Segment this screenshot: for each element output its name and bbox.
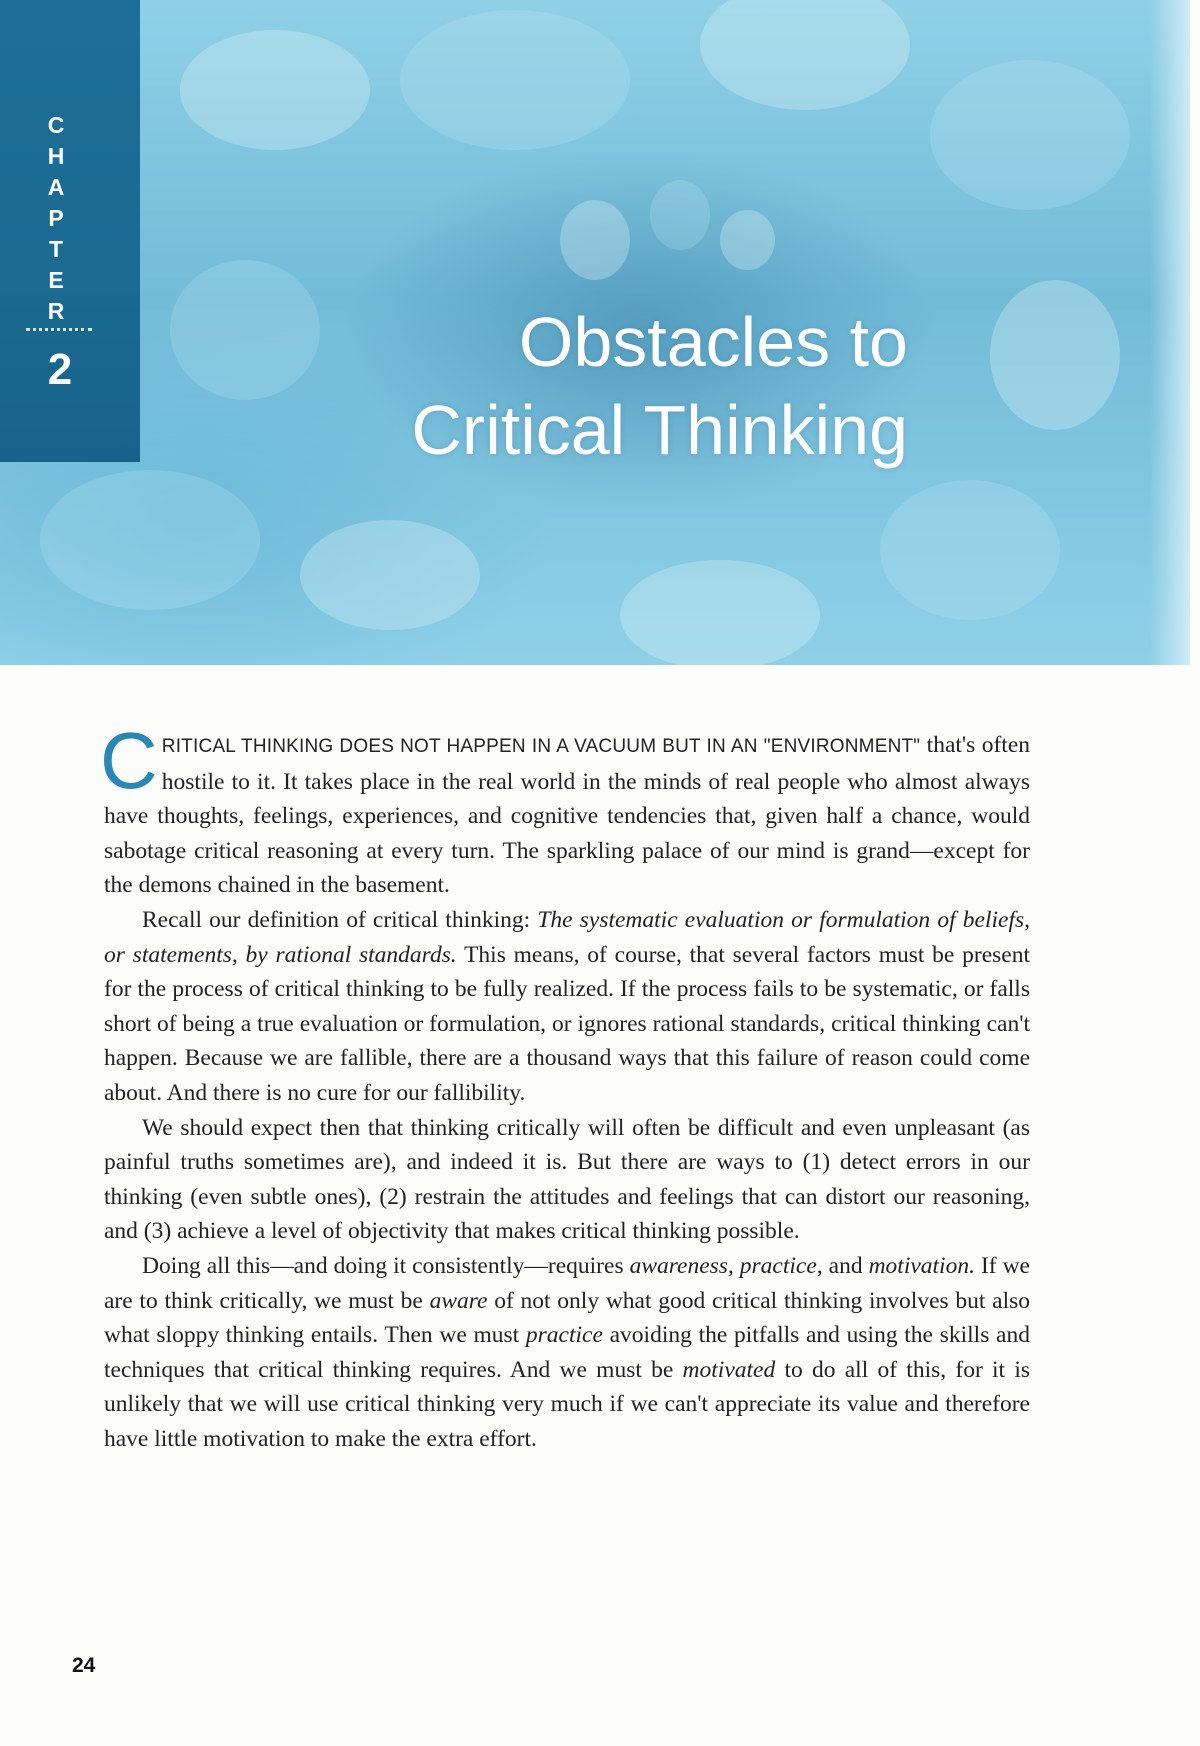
paragraph-4-text-a: Doing all this—and doing it consistently—requires [142, 1252, 630, 1279]
chapter-number: 2 [47, 345, 73, 394]
paragraph-4-text-e: avoiding the pitfalls and using the skills and techniques that critical thinking requires. And we must be [104, 1322, 1030, 1383]
paragraph-4-text-d: of not only what good critical thinking involves but also what sloppy thinking entails. Then we must [104, 1287, 1031, 1349]
paragraph-2-text-a: Recall our definition of critical thinking: [142, 906, 538, 933]
paragraph-1-text: that's often hostile to it. It takes place in the real world in the minds of real people who almost always have thoughts, feelings, experiences, and cognitive tendencies that, given half a chance, would sabotage critical reasoning at every turn. The sparkling palace of our mind is grand—except for the demons chained in the basement. [104, 732, 1031, 899]
paragraph-3: We should expect then that thinking critically will often be difficult and even unpleasant (as painful truths sometimes are), and indeed it is. But there are ways to (1) detect errors in our thinking (even subtle ones), (2) restrain the attitudes and feelings that can distort our reasoning, and (3) achieve a level of objectivity that makes critical thinking possible. [104, 1114, 1030, 1245]
emphasis-awareness-practice: awareness, practice, [629, 1252, 823, 1279]
emphasis-practice: practice [525, 1322, 603, 1349]
chapter-label: CHAPTER [43, 112, 69, 329]
drop-cap: C [100, 716, 158, 805]
paragraph-1 [100, 716, 1031, 903]
emphasis-motivated: motivated [682, 1356, 776, 1383]
paragraph-4-text-c: If we are to think critically, we must be [104, 1252, 1030, 1314]
chapter-body [100, 716, 1031, 1456]
chapter-banner [0, 0, 1190, 665]
definition-text: The systematic evaluation or formulation of beliefs, or statements, by rational standards. [104, 906, 1030, 968]
lead-in-caps: RITICAL THINKING DOES NOT HAPPEN IN A VACUUM BUT IN AN "ENVIRONMENT" [161, 736, 921, 757]
paragraph-4 [104, 1249, 1030, 1457]
paragraph-2-text-b: This means, of course, that several factors must be present for the process of critical thinking to be fully realized. If the process fails to be systematic, or falls short of being a true evaluation or formulation, or ignores rational standards, critical thinking can't happen. Because we are fallible, there are a thousand ways that this failure of reason could come about. And there is no cure for our fallibility. [104, 941, 1030, 1106]
chapter-tab [0, 0, 140, 462]
emphasis-aware: aware [429, 1287, 488, 1314]
paragraph-2 [104, 903, 1030, 1111]
chapter-divider [26, 328, 92, 331]
chapter-title-line-1: Obstacles to [518, 303, 908, 381]
page-number: 24 [72, 1654, 96, 1677]
paragraph-4-text-b: and [822, 1252, 869, 1279]
paragraph-4-text-f: to do all of this, for it is unlikely that we will use critical thinking very much if we can't appreciate its value and therefore have little motivation to make the extra effort. [104, 1356, 1030, 1452]
chapter-title-line-2: Critical Thinking [411, 391, 908, 469]
chapter-title [300, 298, 908, 474]
emphasis-motivation: motivation. [868, 1252, 975, 1279]
